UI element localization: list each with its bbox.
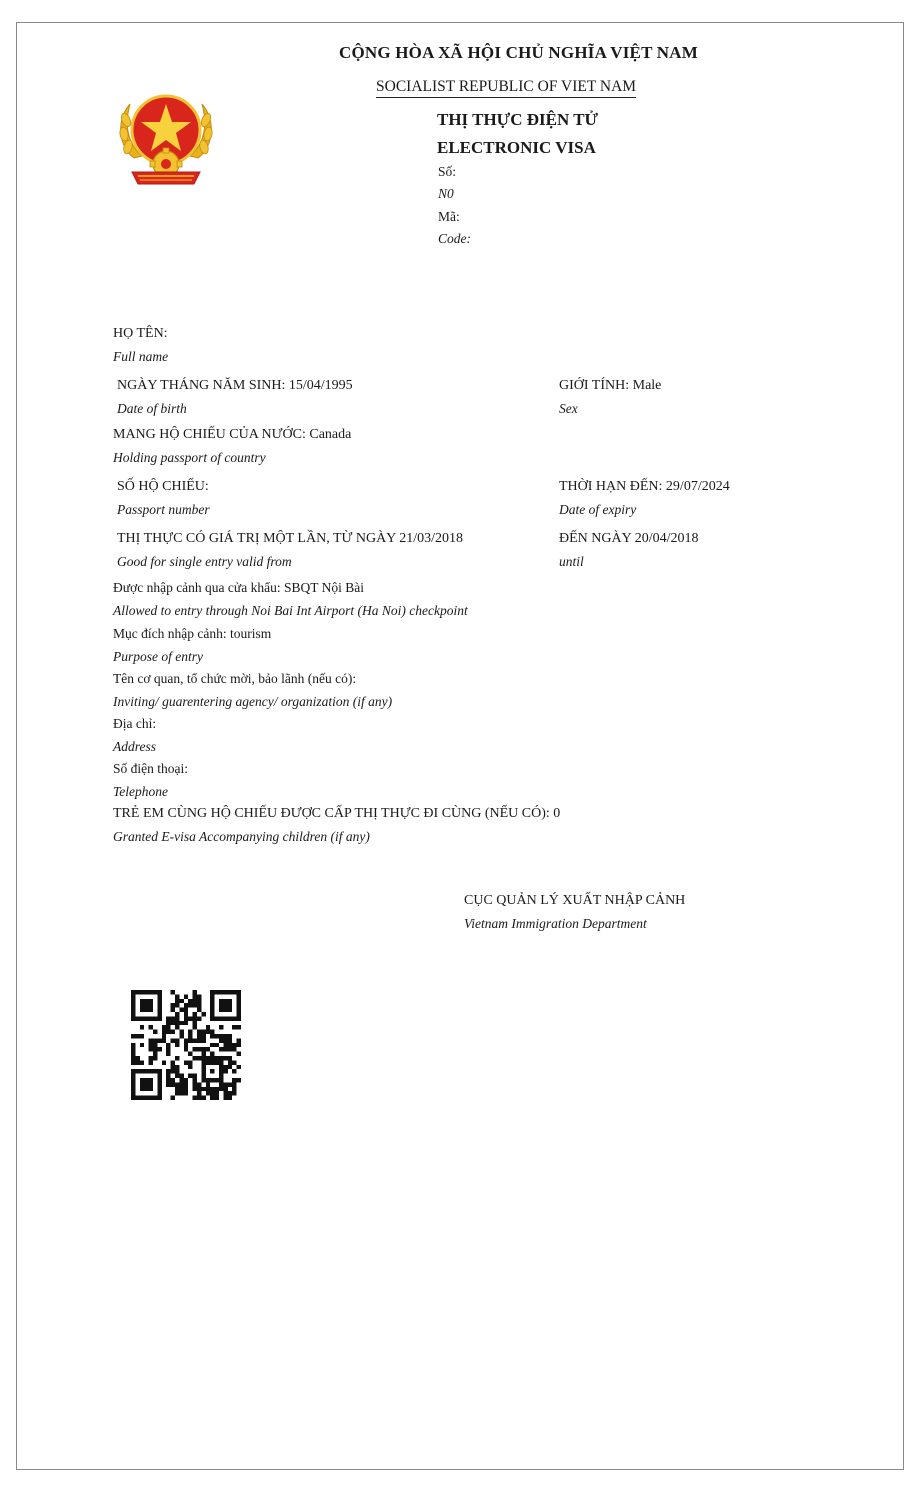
doc-title-vi: THỊ THỰC ĐIỆN TỬ [437, 110, 599, 129]
sex-label: GIỚI TÍNH: Male [559, 378, 662, 393]
number-label-vi: Số: [438, 164, 457, 179]
valid-until-label: ĐẾN NGÀY 20/04/2018 [559, 531, 699, 546]
checkpoint-label-en: Allowed to entry through Noi Bai Int Airport (Ha Noi) checkpoint [113, 603, 468, 618]
passport-number-label: SỐ HỘ CHIẾU: [117, 479, 209, 494]
qr-code-icon [131, 990, 241, 1100]
country-title-en: SOCIALIST REPUBLIC OF VIET NAM [376, 78, 636, 98]
address-label: Địa chỉ: [113, 716, 157, 731]
vietnam-national-emblem-icon [114, 86, 218, 194]
sponsor-label-en: Inviting/ guarentering agency/ organization (if any) [113, 694, 393, 709]
dob-label-en: Date of birth [117, 401, 187, 416]
doc-title-en: ELECTRONIC VISA [437, 138, 596, 157]
expiry-label-en: Date of expiry [559, 502, 637, 517]
purpose-label-en: Purpose of entry [113, 649, 203, 664]
full-name-label-en: Full name [113, 349, 169, 364]
telephone-label: Số điện thoại: [113, 761, 188, 776]
issuer-name-en: Vietnam Immigration Department [464, 916, 647, 931]
number-label-en: N0 [438, 186, 454, 201]
nationality-label: MANG HỘ CHIẾU CỦA NƯỚC: Canada [113, 427, 352, 442]
valid-from-label-en: Good for single entry valid from [117, 554, 292, 569]
passport-number-label-en: Passport number [117, 502, 210, 517]
dob-label: NGÀY THÁNG NĂM SINH: 15/04/1995 [117, 378, 353, 393]
code-label-en: Code: [438, 231, 471, 246]
purpose-label: Mục đích nhập cảnh: tourism [113, 626, 272, 641]
address-label-en: Address [113, 739, 156, 754]
sex-label-en: Sex [559, 401, 578, 416]
expiry-label: THỜI HẠN ĐẾN: 29/07/2024 [559, 479, 730, 494]
code-label-vi: Mã: [438, 209, 460, 224]
full-name-label: HỌ TÊN: [113, 326, 168, 341]
valid-from-label: THỊ THỰC CÓ GIÁ TRỊ MỘT LẦN, TỪ NGÀY 21/03/2018 [117, 531, 464, 546]
nationality-label-en: Holding passport of country [113, 450, 266, 465]
checkpoint-label: Được nhập cảnh qua cửa khẩu: SBQT Nội Bài [113, 580, 364, 595]
issuer-name: CỤC QUẢN LÝ XUẤT NHẬP CẢNH [464, 893, 686, 908]
sponsor-label: Tên cơ quan, tổ chức mời, bảo lãnh (nếu có): [113, 671, 357, 686]
valid-until-label-en: until [559, 554, 584, 569]
telephone-label-en: Telephone [113, 784, 168, 799]
country-title-vi: CỘNG HÒA XÃ HỘI CHỦ NGHĨA VIỆT NAM [339, 43, 698, 62]
children-label-en: Granted E-visa Accompanying children (if any) [113, 829, 370, 844]
children-label: TRẺ EM CÙNG HỘ CHIẾU ĐƯỢC CẤP THỊ THỰC ĐI CÙNG (NẾU CÓ): 0 [113, 806, 561, 821]
